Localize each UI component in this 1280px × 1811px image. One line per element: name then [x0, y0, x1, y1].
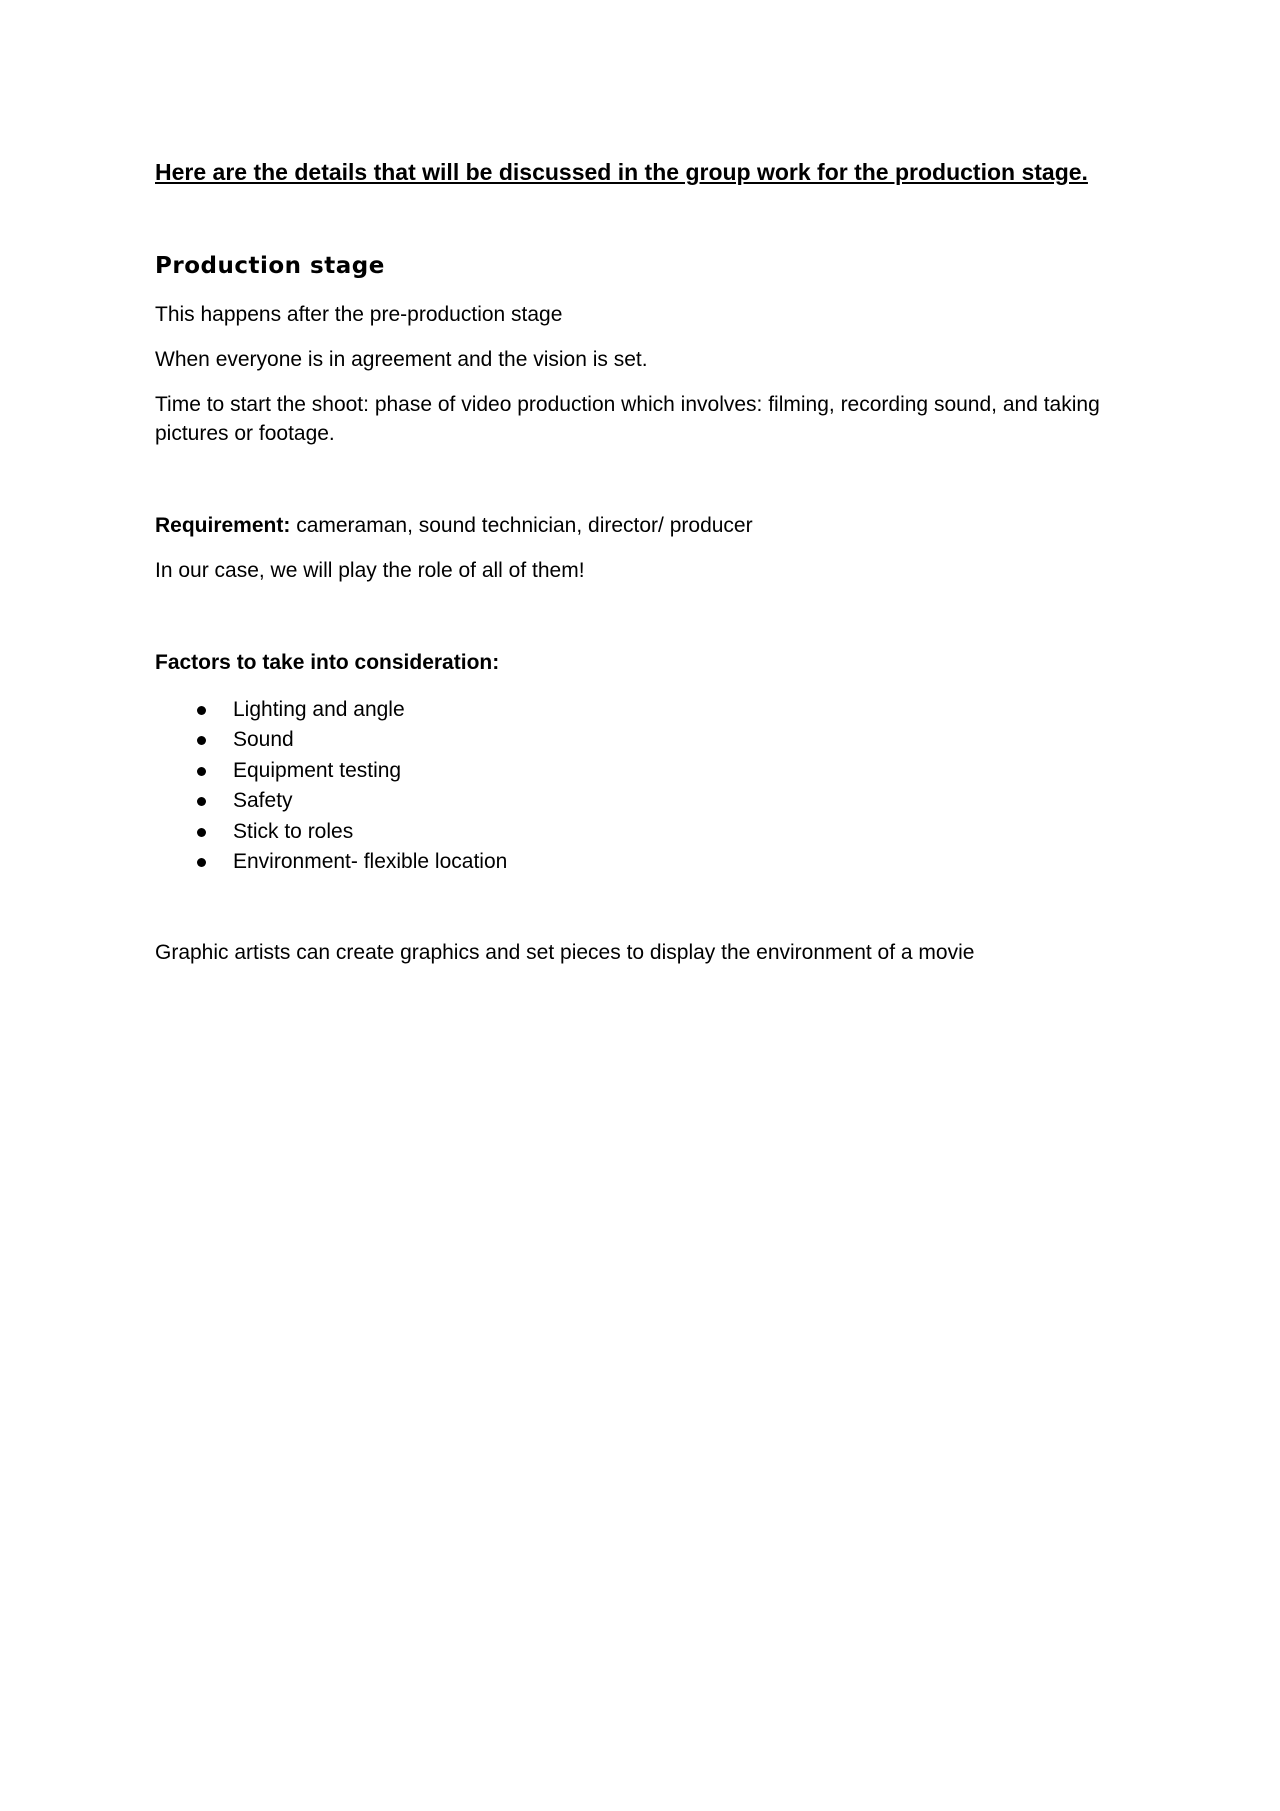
paragraph-agreement: When everyone is in agreement and the vision is set.: [155, 348, 648, 371]
intro-heading: Here are the details that will be discussed in the group work for the production stage.: [155, 159, 1088, 185]
section-title: Production stage: [155, 253, 385, 279]
list-item-label: Environment- flexible location: [233, 850, 508, 874]
bullet-icon: [197, 828, 206, 837]
case-note: In our case, we will play the role of all of them!: [155, 559, 585, 582]
bullet-icon: [197, 767, 206, 776]
list-item-label: Equipment testing: [233, 758, 402, 782]
list-item: [155, 756, 1115, 786]
factors-heading: Factors to take into consideration:: [155, 651, 500, 674]
paragraph-shoot: Time to start the shoot: phase of video production which involves: filming, recording sound, and taking pictures or footage.: [155, 393, 1100, 445]
list-item-label: Sound: [233, 728, 294, 752]
list-item: [155, 725, 1115, 755]
list-item-label: Safety: [233, 789, 293, 813]
requirement-label: Requirement:: [155, 514, 291, 537]
factors-list: [155, 695, 1115, 877]
bullet-icon: [197, 736, 206, 745]
list-item: [155, 695, 1115, 725]
list-item: [155, 847, 1115, 877]
bullet-icon: [197, 858, 206, 867]
requirement-line: [155, 511, 1115, 540]
list-item-label: Stick to roles: [233, 819, 354, 843]
list-item: [155, 786, 1115, 816]
requirement-text: cameraman, sound technician, director/ producer: [290, 514, 753, 537]
closing-paragraph: Graphic artists can create graphics and set pieces to display the environment of a movie: [155, 941, 975, 965]
bullet-icon: [197, 797, 206, 806]
document-body: [155, 158, 1115, 967]
list-item-label: Lighting and angle: [233, 698, 405, 721]
paragraph-pre-production: This happens after the pre-production stage: [155, 303, 563, 326]
bullet-icon: [197, 706, 206, 715]
list-item: [155, 817, 1115, 847]
